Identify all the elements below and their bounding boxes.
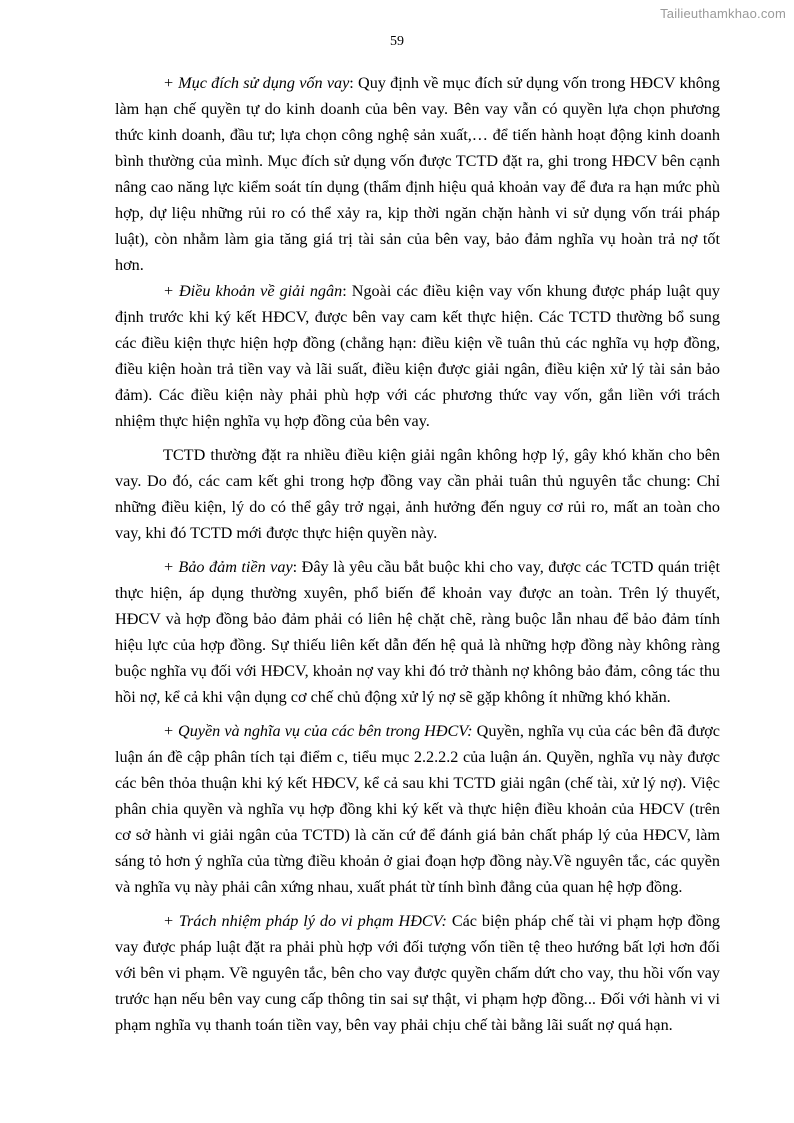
paragraph-lead: + Bảo đảm tiền vay: [163, 558, 293, 576]
paragraph-lead: + Quyền và nghĩa vụ của các bên trong HĐCV:: [163, 722, 473, 740]
paragraph-loan-purpose: [115, 70, 720, 278]
paragraph-text: Quyền, nghĩa vụ của các bên đã được luận án đề cập phân tích tại điểm c, tiểu mục 2.2.2.2 của luận án. Quyền, nghĩa vụ này được các bên thỏa thuận khi ký kết HĐCV, kể cả sau khi TCTD giải ngân (chế tài, xử lý nợ). Việc phân chia quyền và nghĩa vụ hợp đồng khi ký kết và thực hiện điều khoản của HĐCV (trên cơ sở hành vi giải ngân của TCTD) là căn cứ để đánh giá bản chất pháp lý của HĐCV, làm sáng tỏ hơn ý nghĩa của từng điều khoản ở giai đoạn hợp đồng này.Về nguyên tắc, các quyền và nghĩa vụ này phải cân xứng nhau, xuất phát từ tính bình đẳng của quan hệ hợp đồng.: [115, 722, 720, 896]
paragraph-disbursement-terms: [115, 278, 720, 434]
paragraph-lead: + Điều khoản về giải ngân: [163, 282, 343, 300]
paragraph-text: : Đây là yêu cầu bắt buộc khi cho vay, được các TCTD quán triệt thực hiện, áp dụng thường xuyên, phổ biến để khoản vay được an toàn. Trên lý thuyết, HĐCV và hợp đồng bảo đảm phải có liên hệ chặt chẽ, ràng buộc lẫn nhau để bảo đảm tính hiệu lực của hợp đồng. Sự thiếu liên kết dẫn đến hệ quả là những hợp đồng này không ràng buộc nghĩa vụ đối với HĐCV, khoản nợ vay khi đó trở thành nợ không bảo đảm, công tác thu hồi nợ, kể cả khi vận dụng cơ chế chủ động xử lý nợ sẽ gặp không ít những khó khăn.: [115, 558, 720, 706]
paragraph-rights-obligations: [115, 718, 720, 900]
paragraph-loan-security: [115, 554, 720, 710]
paragraph-text: Các biện pháp chế tài vi phạm hợp đồng vay được pháp luật đặt ra phải phù hợp với đối tượng vốn tiền tệ theo hướng bất lợi hơn đối với bên vi phạm. Về nguyên tắc, bên cho vay được quyền chấm dứt cho vay, thu hồi vốn vay trước hạn nếu bên vay cung cấp thông tin sai sự thật, vi phạm hợp đồng... Đối với hành vi vi phạm nghĩa vụ thanh toán tiền vay, bên vay phải chịu chế tài bằng lãi suất nợ quá hạn.: [115, 912, 720, 1034]
watermark: Tailieuthamkhao.com: [660, 6, 786, 21]
paragraph-disbursement-conditions: [115, 442, 720, 546]
paragraph-lead: + Trách nhiệm pháp lý do vi phạm HĐCV:: [163, 912, 447, 930]
page-number: 59: [390, 34, 404, 49]
paragraph-text: TCTD thường đặt ra nhiều điều kiện giải ngân không hợp lý, gây khó khăn cho bên vay. Do đó, các cam kết ghi trong hợp đồng vay cần phải tuân thủ nguyên tắc chung: Chỉ những điều kiện, lý do có thể gây trở ngại, ảnh hưởng đến nguy cơ rủi ro, mất an toàn cho vay, khi đó TCTD mới được thực hiện quyền này.: [115, 446, 720, 542]
paragraph-legal-liability: [115, 908, 720, 1038]
paragraph-text: : Ngoài các điều kiện vay vốn khung được pháp luật quy định trước khi ký kết HĐCV, được bên vay cam kết thực hiện. Các TCTD thường bổ sung các điều kiện thực hiện hợp đồng (chẳng hạn: điều kiện về tuân thủ các nghĩa vụ hợp đồng, điều kiện hoàn trả tiền vay và lãi suất, điều kiện được giải ngân, điều kiện xử lý tài sản bảo đảm). Các điều kiện này phải phù hợp với các phương thức vay vốn, gắn liền với trách nhiệm thực hiện nghĩa vụ hợp đồng của bên vay.: [115, 282, 720, 430]
paragraph-text: : Quy định về mục đích sử dụng vốn trong HĐCV không làm hạn chế quyền tự do kinh doanh của bên vay. Bên vay vẫn có quyền lựa chọn phương thức kinh doanh, đầu tư; lựa chọn công nghệ sản xuất,… để tiến hành hoạt động kinh doanh bình thường của mình. Mục đích sử dụng vốn được TCTD đặt ra, ghi trong HĐCV bên cạnh nâng cao năng lực kiểm soát tín dụng (thẩm định hiệu quả khoản vay để đưa ra hạn mức phù hợp, dự liệu những rủi ro có thể xảy ra, kịp thời ngăn chặn hành vi sử dụng vốn trái pháp luật), còn nhằm làm gia tăng giá trị tài sản của bên vay, bảo đảm nghĩa vụ hoàn trả nợ tốt hơn.: [115, 74, 720, 274]
paragraph-lead: + Mục đích sử dụng vốn vay: [163, 74, 350, 92]
document-body: [115, 70, 720, 1038]
